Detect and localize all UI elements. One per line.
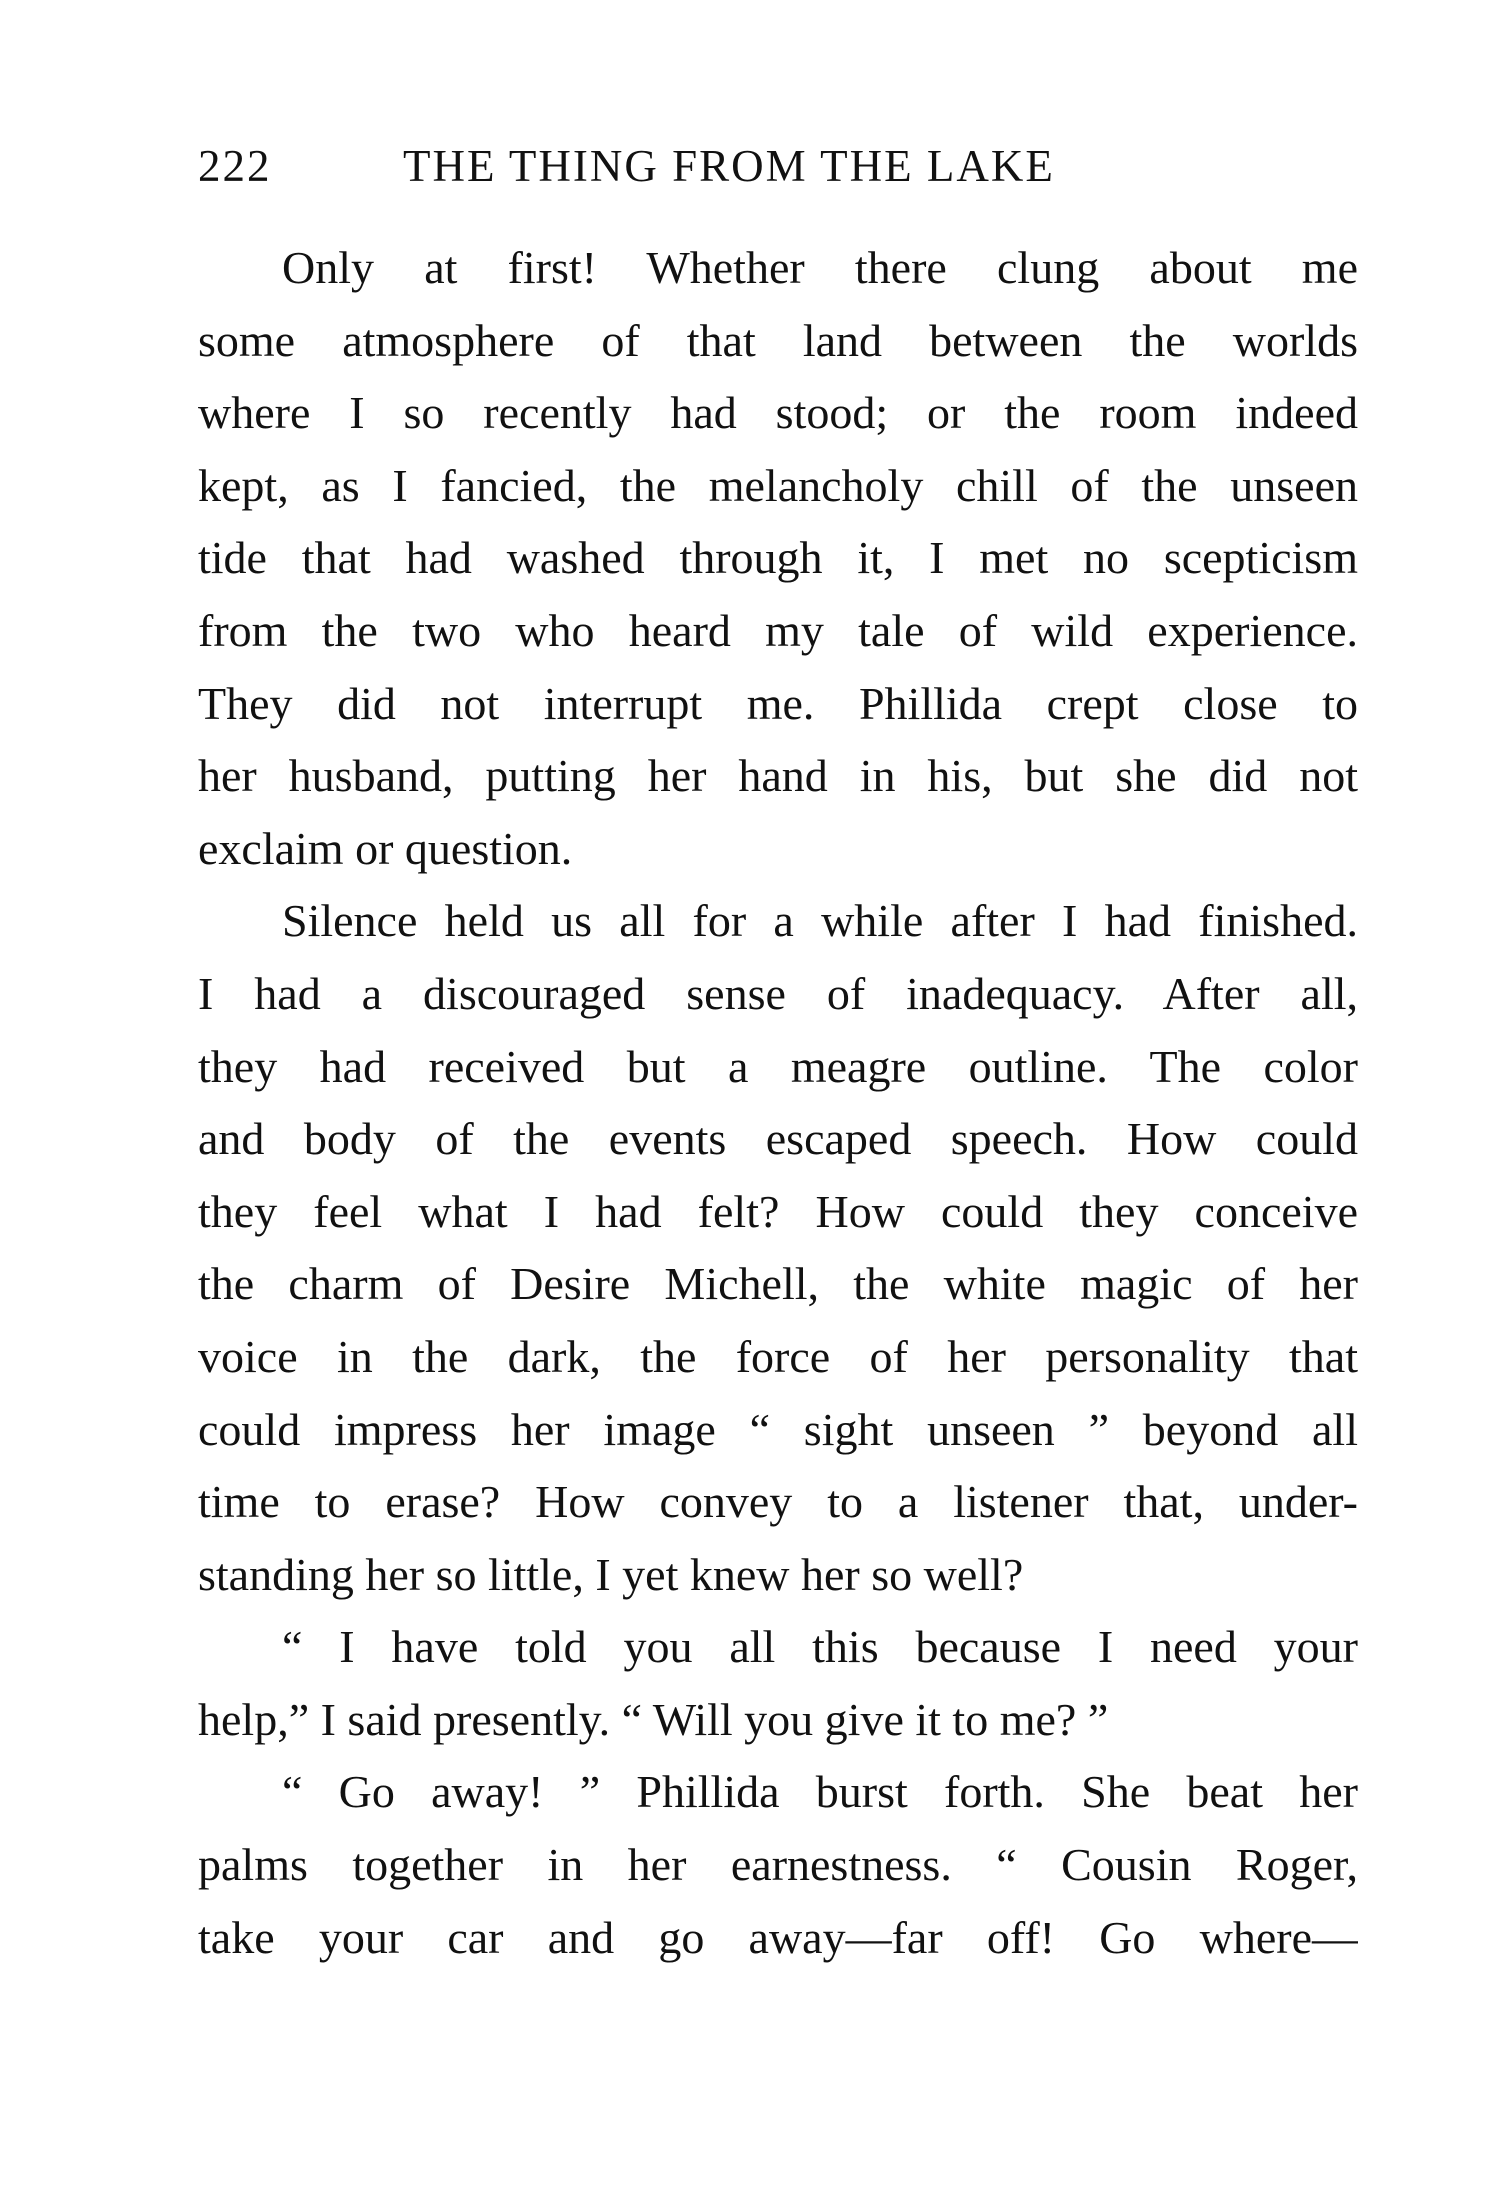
text-line: take your car and go away—far off! Go where— [198,1911,1358,1963]
text-line: where I so recently had stood; or the room indeed [198,387,1358,439]
text-line: “ I have told you all this because I need your [282,1621,1358,1673]
text-line: “ Go away! ” Phillida burst forth. She beat her [282,1766,1358,1818]
text-line: Silence held us all for a while after I had finished. [282,895,1358,947]
book-title: THE THING FROM THE LAKE [403,141,1055,191]
text-line: could impress her image “ sight unseen ” beyond all [198,1403,1358,1455]
body-text [198,232,1358,1974]
text-line: and body of the events escaped speech. How could [198,1113,1358,1165]
text-line: kept, as I fancied, the melancholy chill of the unseen [198,459,1358,511]
text-line: her husband, putting her hand in his, but she did not [198,750,1358,802]
text-line: Only at first! Whether there clung about me [282,242,1358,293]
text-line: the charm of Desire Michell, the white magic of her [198,1258,1358,1310]
text-line: tide that had washed through it, I met no scepticism [198,532,1358,584]
text-line: from the two who heard my tale of wild experience. [198,604,1358,656]
text-line: some atmosphere of that land between the worlds [198,314,1358,366]
text-line: They did not interrupt me. Phillida crept close to [198,677,1358,729]
text-line: time to erase? How convey to a listener that, under- [198,1476,1358,1528]
text-line: help,” I said presently. “ Will you give it to me? ” [198,1693,1109,1745]
text-line: they feel what I had felt? How could they conceive [198,1185,1358,1237]
text-line: I had a discouraged sense of inadequacy. After all, [198,967,1358,1019]
text-line: voice in the dark, the force of her personality that [198,1330,1358,1382]
text-line: exclaim or question. [198,822,573,874]
text-line: standing her so little, I yet knew her so well? [198,1548,1024,1600]
running-head [198,140,1358,210]
page-number: 222 [198,141,272,191]
text-line: palms together in her earnestness. “ Cousin Roger, [198,1839,1358,1891]
text-line: they had received but a meagre outline. The color [198,1040,1358,1092]
